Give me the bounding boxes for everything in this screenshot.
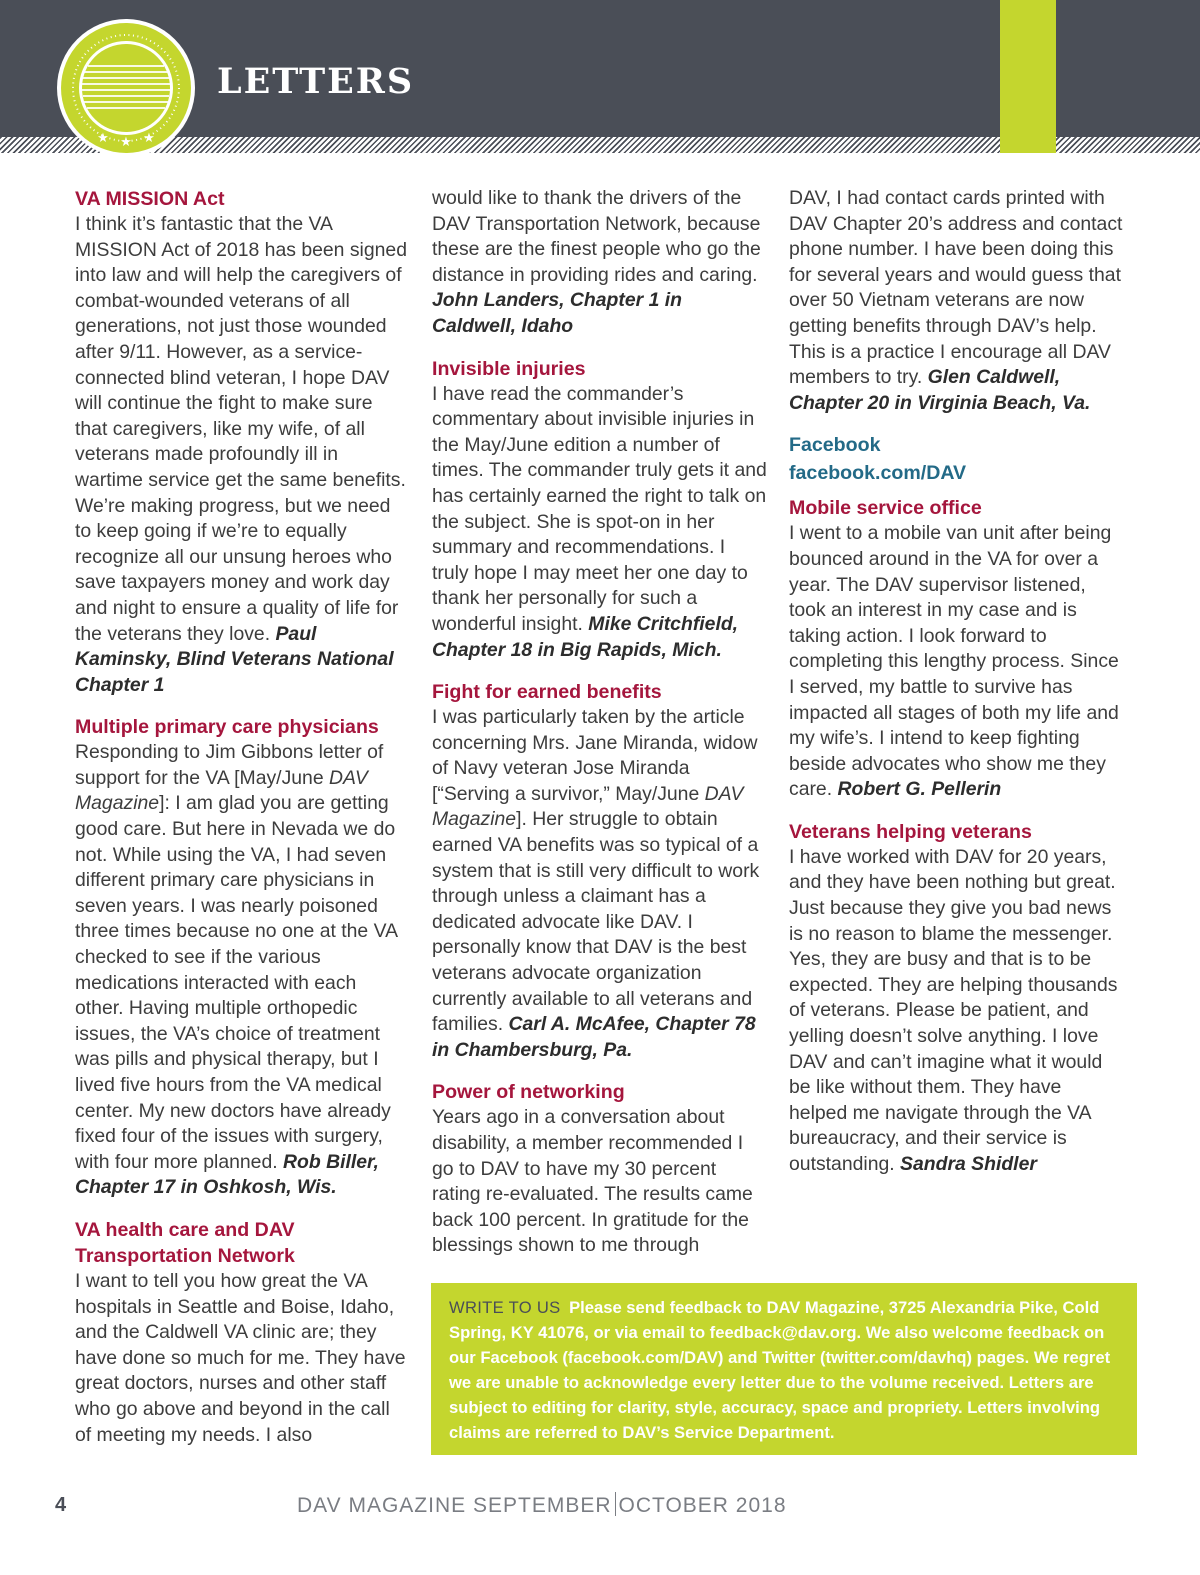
column-3 — [789, 186, 1124, 1194]
footer-magazine: DAV MAGAZINE — [297, 1494, 467, 1517]
publication-title: DAV Magazine — [432, 782, 744, 831]
facebook-label: Facebook — [789, 434, 881, 457]
letter-body: Responding to Jim Gibbons letter of support for the VA [May/June — [75, 741, 384, 789]
letter-heading: VA MISSION Act — [75, 188, 225, 210]
letter-signature: Rob Biller, Chapter 17 in Oshkosh, Wis. — [75, 1150, 379, 1199]
letter-signature: Robert G. Pellerin — [837, 778, 1002, 801]
header-accent-bar — [1000, 0, 1056, 153]
letter-heading: VA health care and DAV Transportation Network — [75, 1218, 295, 1267]
letter-body: I went to a mobile van unit after being bounced around in the VA for over a year. The DAV supervisor listened, took an interest in my case and is taking action. I look forward to completing this lengthy process. Since I served, my battle to survive has impacted all stages of both my life and my wife’s. I intend to keep fighting beside advocates who show me they care. — [789, 522, 1119, 801]
letter-va-mission-act — [75, 186, 408, 698]
letter-body: DAV, I had contact cards printed with DAV Chapter 20’s address and contact phone number. I have been doing this for several years and would guess that over 50 Vietnam veterans are now getting benefits through DAV’s help. This is a practice I encourage all DAV members to try. — [789, 187, 1123, 389]
letter-heading: Fight for earned benefits — [432, 681, 662, 704]
letter-body: I want to tell you how great the VA hospitals in Seattle and Boise, Idaho, and the Caldwell VA clinic are; they have done so much for me. They have great doctors, nurses and other staff who go above and beyond in the call of meeting my needs. I also — [75, 1269, 406, 1446]
letter-signature: Carl A. McAfee, Chapter 78 in Chambersburg, Pa. — [432, 1013, 756, 1061]
letter-body: I have worked with DAV for 20 years, and they have been nothing but great. Just because they give you bad news is no reason to blame the messenger. Yes, they are busy and that is to be expected. They are helping thousands of veterans. Please be patient, and yelling doesn’t solve anything. I love DAV and can’t imagine what it would be like without them. They have helped me navigate through the VA bureaucracy, and their service is outstanding. — [789, 845, 1118, 1175]
letter-heading: Multiple primary care physicians — [75, 716, 379, 739]
letter-body: I was particularly taken by the article concerning Mrs. Jane Miranda, widow of Navy veteran Jose Miranda [“Serving a survivor,” May/June — [432, 706, 758, 805]
write-to-us-box — [431, 1283, 1137, 1455]
letter-heading: Power of networking — [432, 1081, 625, 1104]
letter-invisible-injuries — [432, 356, 767, 664]
letter-power-of-networking — [432, 1079, 767, 1259]
letter-body: would like to thank the drivers of the DAV Transportation Network, because these are the finest people who go the distance in providing rides and caring. — [432, 187, 761, 286]
letter-body: ]: I am glad you are getting good care. But here in Nevada we do not. While using the VA, I had seven different primary care physicians in seven years. I was nearly poisoned three times because no one at the VA checked to see if the various medications interacted with each other. Having multiple orthopedic issues, the VA’s choice of treatment was pills and physical therapy, but I lived five hours from the VA medical center. My new doctors have already fixed four of the issues with surgery, with four more planned. — [75, 792, 397, 1173]
letter-signature: John Landers, Chapter 1 in Caldwell, Idaho — [432, 289, 682, 337]
column-2 — [432, 186, 767, 1275]
footer-divider — [615, 1492, 616, 1516]
footer-issue-month: SEPTEMBER — [472, 1494, 612, 1517]
letter-signature: Paul Kaminsky, Blind Veterans National Chapter 1 — [75, 622, 394, 696]
letter-heading: Veterans helping veterans — [789, 820, 1032, 843]
page-number: 4 — [55, 1494, 67, 1516]
footer-masthead — [297, 1492, 787, 1518]
letter-earned-benefits — [432, 679, 767, 1063]
letter-heading: Mobile service office — [789, 497, 982, 520]
letter-veterans-helping-veterans — [789, 819, 1124, 1178]
write-to-us-label: WRITE TO US — [449, 1298, 561, 1317]
letter-power-of-networking-continued — [789, 186, 1124, 416]
facebook-section — [789, 432, 1124, 487]
svg-text:★: ★ — [143, 131, 155, 146]
svg-text:★: ★ — [97, 131, 109, 146]
section-badge-icon — [56, 18, 196, 158]
write-to-us-text: Please send feedback to DAV Magazine, 3725 Alexandria Pike, Cold Spring, KY 41076, or via email to feedback@dav.org. We also welcome feedback on our Facebook (facebook.com/DAV) and Twitter (twitter.com/davhq) pages. We regret we are unable to acknowledge every letter due to the volume received. Letters are subject to editing for clarity, style, accuracy, space and propriety. Letters involving claims are referred to DAV’s Service Department. — [449, 1298, 1111, 1442]
letter-body: Years ago in a conversation about disability, a member recommended I go to DAV to have my 30 percent rating re-evaluated. The results came back 100 percent. In gratitude for the blessings shown to me through — [432, 1106, 753, 1257]
letter-body: I have read the commander’s commentary about invisible injuries in the May/June edition a number of times. The commander truly gets it and has certainly earned the right to talk on the subject. She is spot-on in her summary and recommendations. I truly hope I may meet her one day to thank her personally for such a wonderful insight. — [432, 382, 767, 635]
column-1 — [75, 186, 408, 1464]
footer-issue-date: OCTOBER 2018 — [618, 1494, 787, 1517]
letter-va-health-care — [75, 1217, 408, 1448]
letter-heading: Invisible injuries — [432, 357, 586, 380]
svg-text:★: ★ — [120, 135, 132, 150]
letter-mobile-service-office — [789, 495, 1124, 803]
publication-title: DAV Magazine — [75, 766, 368, 815]
letter-body: I think it’s fantastic that the VA MISSION Act of 2018 has been signed into law and will help the caregivers of combat-wounded veterans of all generations, not just those wounded after 9/11. However, as a service-connected blind veteran, I hope DAV will continue the fight to make sure that caregivers, like my wife, of all veterans made profoundly ill in wartime service get the same benefits. We’re making progress, but we need to keep going if we’re to equally recognize all our unsung heroes who save taxpayers money and work day and night to ensure a quality of life for the veterans they love. — [75, 213, 407, 645]
letter-multiple-physicians — [75, 714, 408, 1201]
facebook-link[interactable]: facebook.com/DAV — [789, 461, 967, 484]
letter-body: ]. Her struggle to obtain earned VA benefits was so typical of a system that is still very difficult to work through unless a claimant has a dedicated advocate like DAV. I personally know that DAV is the best veterans advocate organization currently available to all veterans and families. — [432, 808, 760, 1036]
letter-va-health-care-continued — [432, 186, 767, 340]
page-title: LETTERS — [217, 61, 415, 102]
letter-signature: Glen Caldwell, Chapter 20 in Virginia Beach, Va. — [789, 366, 1091, 414]
letter-signature: Sandra Shidler — [900, 1153, 1037, 1175]
letter-signature: Mike Critchfield, Chapter 18 in Big Rapids, Mich. — [432, 612, 739, 661]
